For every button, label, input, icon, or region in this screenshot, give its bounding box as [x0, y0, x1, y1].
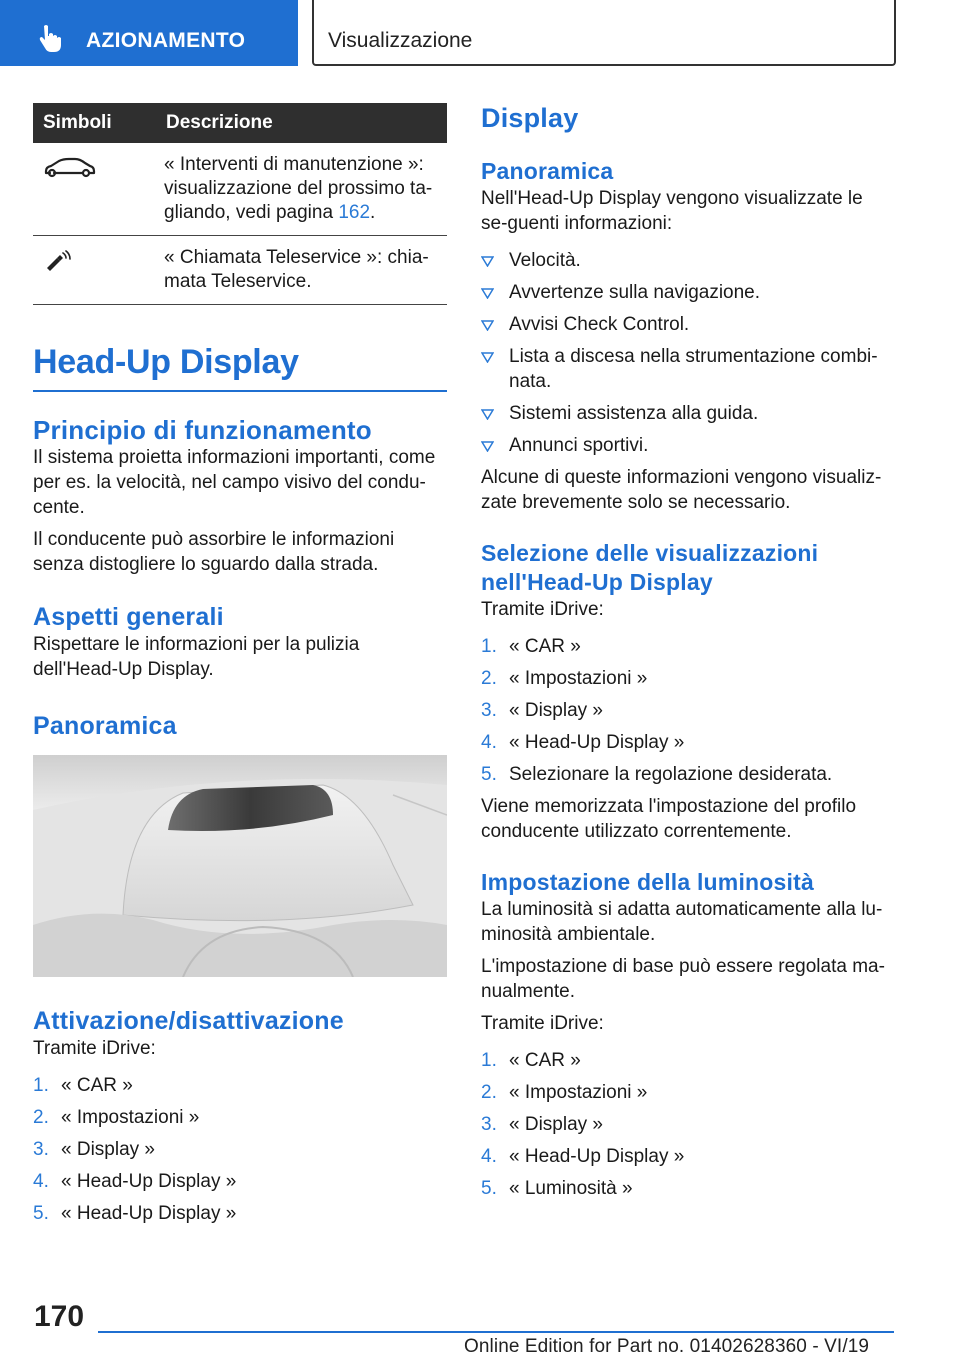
triangle-bullet-icon	[481, 320, 494, 331]
overview-paragraph: Nell'Head-Up Display vengono visualizzate le se-guenti informazioni:	[481, 188, 863, 234]
heading-display: Display	[481, 103, 579, 133]
selection-steps	[481, 634, 893, 787]
brightness-intro: Tramite iDrive:	[481, 1013, 604, 1034]
page-number: 170	[34, 1300, 85, 1333]
overview-note: Alcune di queste informazioni vengono visualiz-zate brevemente solo se necessario.	[481, 467, 882, 513]
list-item: 5. Selezionare la regolazione desiderata.	[481, 764, 833, 785]
list-item: Annunci sportivi.	[481, 433, 893, 458]
triangle-bullet-icon	[481, 352, 494, 363]
list-item: 3. « Display »	[481, 700, 603, 721]
general-paragraph: Rispettare le informazioni per la pulizia dell'Head-Up Display.	[33, 634, 360, 680]
symbol-description: « Interventi di manutenzione »: visualizzazione del prossimo ta-gliando, vedi pagina	[164, 154, 433, 223]
principle-paragraph-2: Il conducente può assorbire le informazioni senza distogliere lo sguardo dalla strada.	[33, 529, 395, 575]
triangle-bullet-icon	[481, 288, 494, 299]
symbols-table	[33, 103, 447, 305]
list-item: 4. « Head-Up Display »	[481, 1146, 685, 1167]
list-item: 5. « Luminosità »	[481, 1178, 633, 1199]
table-row	[33, 236, 447, 305]
section-tab[interactable]	[0, 0, 298, 66]
list-item: 5. « Head-Up Display »	[33, 1203, 237, 1224]
right-column	[481, 100, 893, 1208]
chapter-title-box	[312, 0, 896, 66]
heading-selection: Selezione delle visualizzazioni nell'Head-Up Display	[481, 540, 819, 595]
list-item: 1. « CAR »	[481, 1050, 581, 1071]
list-item: 2. « Impostazioni »	[481, 668, 648, 689]
footer-edition: Online Edition for Part no. 01402628360 - VI/19	[464, 1336, 870, 1357]
triangle-bullet-icon	[481, 409, 494, 420]
footer-divider	[98, 1331, 894, 1333]
col-header-description: Descrizione	[154, 103, 447, 143]
selection-intro: Tramite iDrive:	[481, 599, 604, 620]
overview-list	[481, 248, 893, 458]
selection-note: Viene memorizzata l'impostazione del profilo conducente utilizzato correntemente.	[481, 796, 857, 842]
list-item: 3. « Display »	[481, 1114, 603, 1135]
list-item: Avvertenze sulla navigazione.	[481, 280, 893, 305]
list-item: Lista a discesa nella strumentazione combi-nata.	[481, 344, 893, 394]
triangle-bullet-icon	[481, 441, 494, 452]
car-service-icon	[43, 157, 97, 179]
symbol-description-end: .	[370, 202, 376, 223]
activation-steps	[33, 1073, 447, 1226]
col-header-symbols: Simboli	[33, 103, 154, 143]
left-column	[33, 103, 447, 1233]
list-item: 3. « Display »	[33, 1139, 155, 1160]
list-item: 2. « Impostazioni »	[33, 1107, 200, 1128]
brightness-paragraph-2: L'impostazione di base può essere regolata ma-nualmente.	[481, 956, 885, 1002]
heading-activation: Attivazione/disattivazione	[33, 1007, 344, 1035]
heading-display-overview: Panoramica	[481, 158, 614, 184]
list-item: 4. « Head-Up Display »	[33, 1171, 237, 1192]
symbol-description: « Chiamata Teleservice »: chia-mata Teleservice.	[154, 236, 447, 305]
head-up-display-photo	[33, 755, 447, 977]
heading-overview: Panoramica	[33, 712, 177, 740]
activation-intro: Tramite iDrive:	[33, 1038, 156, 1059]
heading-general: Aspetti generali	[33, 603, 224, 631]
heading-brightness: Impostazione della luminosità	[481, 869, 814, 895]
hand-pointer-icon	[36, 22, 66, 52]
section-tab-label: AZIONAMENTO	[86, 29, 246, 52]
brightness-steps	[481, 1048, 893, 1201]
list-item: 1. « CAR »	[33, 1075, 133, 1096]
list-item: Sistemi assistenza alla guida.	[481, 401, 893, 426]
list-item: Avvisi Check Control.	[481, 312, 893, 337]
brightness-paragraph-1: La luminosità si adatta automaticamente alla lu-minosità ambientale.	[481, 899, 883, 945]
list-item: 1. « CAR »	[481, 636, 581, 657]
dashboard-illustration	[33, 755, 447, 977]
teleservice-call-icon	[43, 250, 73, 272]
table-row	[33, 143, 447, 236]
triangle-bullet-icon	[481, 256, 494, 267]
list-item: 2. « Impostazioni »	[481, 1082, 648, 1103]
heading-principle: Principio di funzionamento	[33, 415, 372, 445]
page-link-162[interactable]: 162	[338, 202, 371, 223]
principle-paragraph-1: Il sistema proietta informazioni importanti, come per es. la velocità, nel campo visivo del condu-cente.	[33, 447, 436, 518]
chapter-title: Visualizzazione	[328, 29, 473, 52]
list-item: 4. « Head-Up Display »	[481, 732, 685, 753]
page-title: Head-Up Display	[33, 343, 447, 392]
list-item: Velocità.	[481, 248, 893, 273]
